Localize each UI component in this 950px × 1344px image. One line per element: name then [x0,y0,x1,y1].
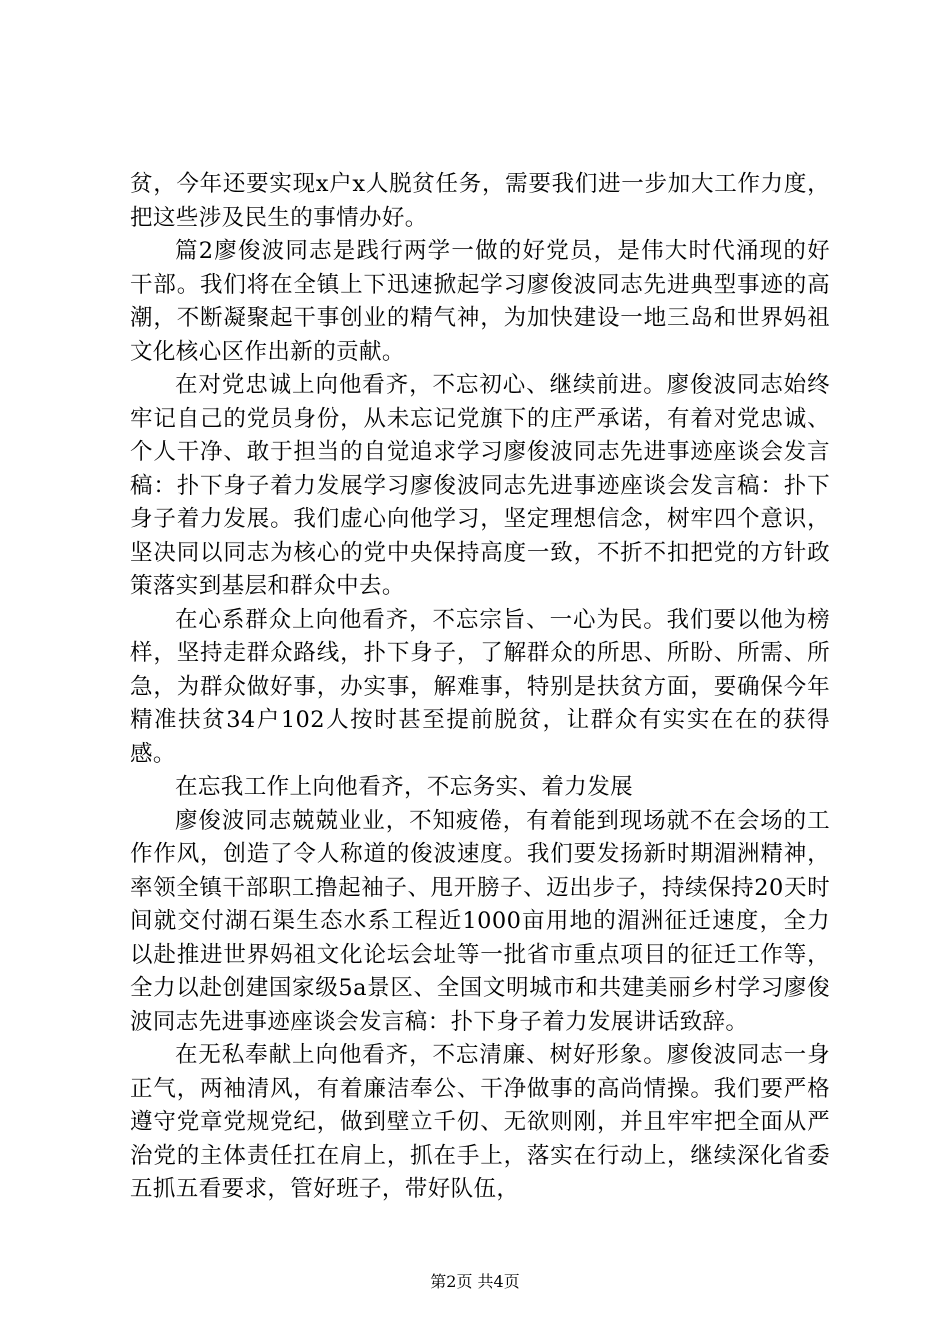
document-body [130,168,830,1207]
paragraph-work: 廖俊波同志兢兢业业，不知疲倦，有着能到现场就不在会场的工作作风，创造了令人称道的俊波速度。我们要发扬新时期湄洲精神，率领全镇干部职工撸起袖子、甩开膀子、迈出步子，持续保持20天时间就交付湖石渠生态水系工程近1000亩用地的湄洲征迁速度，全力以赴推进世界妈祖文化论坛会址等一批省市重点项目的征迁工作等，全力以赴创建国家级5a景区、全国文明城市和共建美丽乡村学习廖俊波同志先进事迹座谈会发言稿：扑下身子着力发展讲话致辞。 [130,807,830,1035]
paragraph-work-heading: 在忘我工作上向他看齐，不忘务实、着力发展 [175,774,634,800]
paragraph-continuation: 贫，今年还要实现x户x人脱贫任务，需要我们进一步加大工作力度，把这些涉及民生的事情办好。 [130,171,830,231]
paragraph-dedication: 在无私奉献上向他看齐，不忘清廉、树好形象。廖俊波同志一身正气，两袖清风，有着廉洁奉公、干净做事的高尚情操。我们要严格遵守党章党规党纪，做到壁立千仞、无欲则刚，并且牢牢把全面从严治党的主体责任扛在肩上，抓在手上，落实在行动上，继续深化省委五抓五看要求，管好班子，带好队伍， [130,1042,830,1202]
page-number-footer: 第2页 共4页 [430,1272,520,1291]
paragraph-intro: 篇2廖俊波同志是践行两学一做的好党员，是伟大时代涌现的好干部。我们将在全镇上下迅速掀起学习廖俊波同志先进典型事迹的高潮，不断凝聚起干事创业的精气神，为加快建设一地三岛和世界妈祖文化核心区作出新的贡献。 [130,238,830,365]
paragraph-loyalty: 在对党忠诚上向他看齐，不忘初心、继续前进。廖俊波同志始终牢记自己的党员身份，从未忘记党旗下的庄严承诺，有着对党忠诚、个人干净、敢于担当的自觉追求学习廖俊波同志先进事迹座谈会发言稿：扑下身子着力发展学习廖俊波同志先进事迹座谈会发言稿：扑下身子着力发展。我们虚心向他学习，坚定理想信念，树牢四个意识，坚决同以同志为核心的党中央保持高度一致，不折不扣把党的方针政策落实到基层和群众中去。 [130,372,830,599]
paragraph-masses: 在心系群众上向他看齐，不忘宗旨、一心为民。我们要以他为榜样，坚持走群众路线，扑下身子，了解群众的所思、所盼、所需、所急，为群众做好事，办实事，解难事，特别是扶贫方面，要确保今年精准扶贫34户102人按时甚至提前脱贫，让群众有实实在在的获得感。 [130,606,830,767]
